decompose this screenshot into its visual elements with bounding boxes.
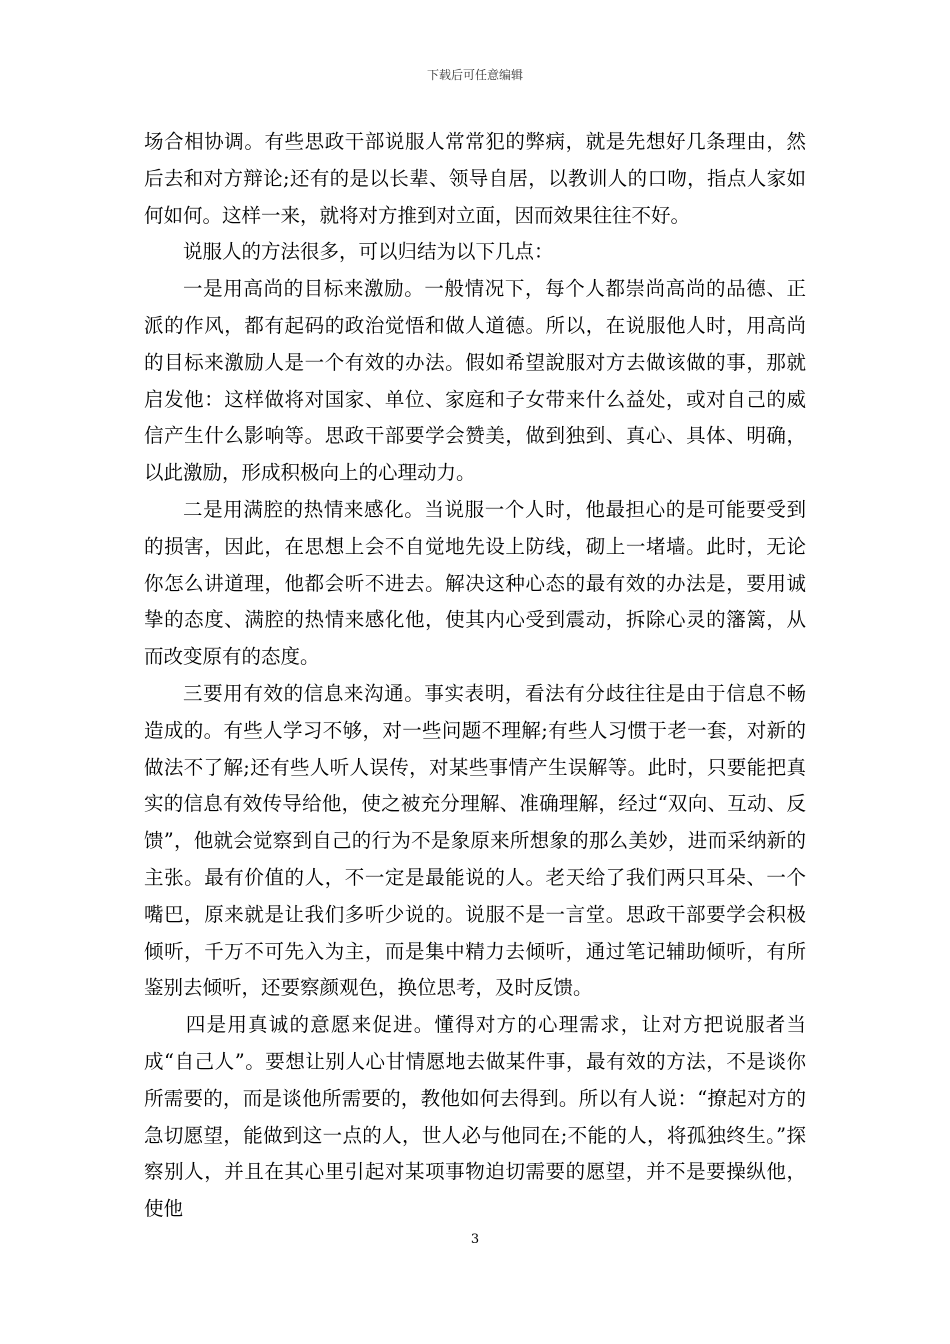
paragraph-point-1: 一是用高尚的目标来激励。一般情况下，每个人都崇尚高尚的品德、正派的作风，都有起码的政治觉悟和做人道德。所以，在说服他人时，用高尚的目标来激励人是一个有效的办法。假如希望說服对方去做该做的事，那就启发他：这样做将对国家、单位、家庭和子女带来什么益处，或对自己的威信产生什么影响等。思政干部要学会赞美，做到独到、真心、具体、明确，以此激励，形成积极向上的心理动力。 xyxy=(144,277,806,485)
page-number: 3 xyxy=(470,1232,480,1247)
document-body xyxy=(144,124,806,1228)
paragraph-point-2: 二是用满腔的热情来感化。当说服一个人时，他最担心的是可能要受到的损害，因此，在思想上会不自觉地先设上防线，砌上一堵墙。此时，无论你怎么讲道理，他都会听不进去。解决这种心态的最有效的办法是，要用诚挚的态度、满腔的热情来感化他，使其内心受到震动，拆除心灵的籓篱，从而改变原有的态度。 xyxy=(144,497,806,669)
paragraph-point-4: 四是用真诚的意愿来促进。懂得对方的心理需求，让对方把说服者当成“自己人”。要想让别人心甘情愿地去做某件事，最有效的方法，不是谈你所需要的，而是谈他所需要的，教他如何去得到。所以有人说：“撩起对方的急切愿望，能做到这一点的人，世人必与他同在;不能的人，将孤独终生。”探察别人，并且在其心里引起对某项事物迫切需要的愿望，并不是要操纵他，使他 xyxy=(144,1013,806,1221)
paragraph-point-3: 三要用有效的信息来沟通。事实表明，看法有分歧往往是由于信息不畅造成的。有些人学习不够，对一些问题不理解;有些人习惯于老一套，对新的做法不了解;还有些人听人误传，对某些事情产生误解等。此时，只要能把真实的信息有效传导给他，使之被充分理解、准确理解，经过“双向、互动、反馈”，他就会觉察到自己的行为不是象原来所想象的那么美妙，进而采纳新的主张。最有价值的人，不一定是最能说的人。老天给了我们两只耳朵、一个嘴巴，原来就是让我们多听少说的。说服不是一言堂。思政干部要学会积极倾听，千万不可先入为主，而是集中精力去倾听，通过笔记辅助倾听，有所鉴别去倾听，还要察颜观色，换位思考，及时反馈。 xyxy=(144,681,806,1000)
page-header: 下载后可任意编辑 xyxy=(426,68,523,82)
paragraph-intro: 说服人的方法很多，可以归结为以下几点： xyxy=(183,240,554,264)
paragraph-continuation: 场合相协调。有些思政干部说服人常常犯的弊病，就是先想好几条理由，然后去和对方辩论;还有的是以长辈、领导自居，以教训人的口吻，指点人家如何如何。这样一来，就将对方推到对立面，因而效果往往不好。 xyxy=(144,130,806,227)
